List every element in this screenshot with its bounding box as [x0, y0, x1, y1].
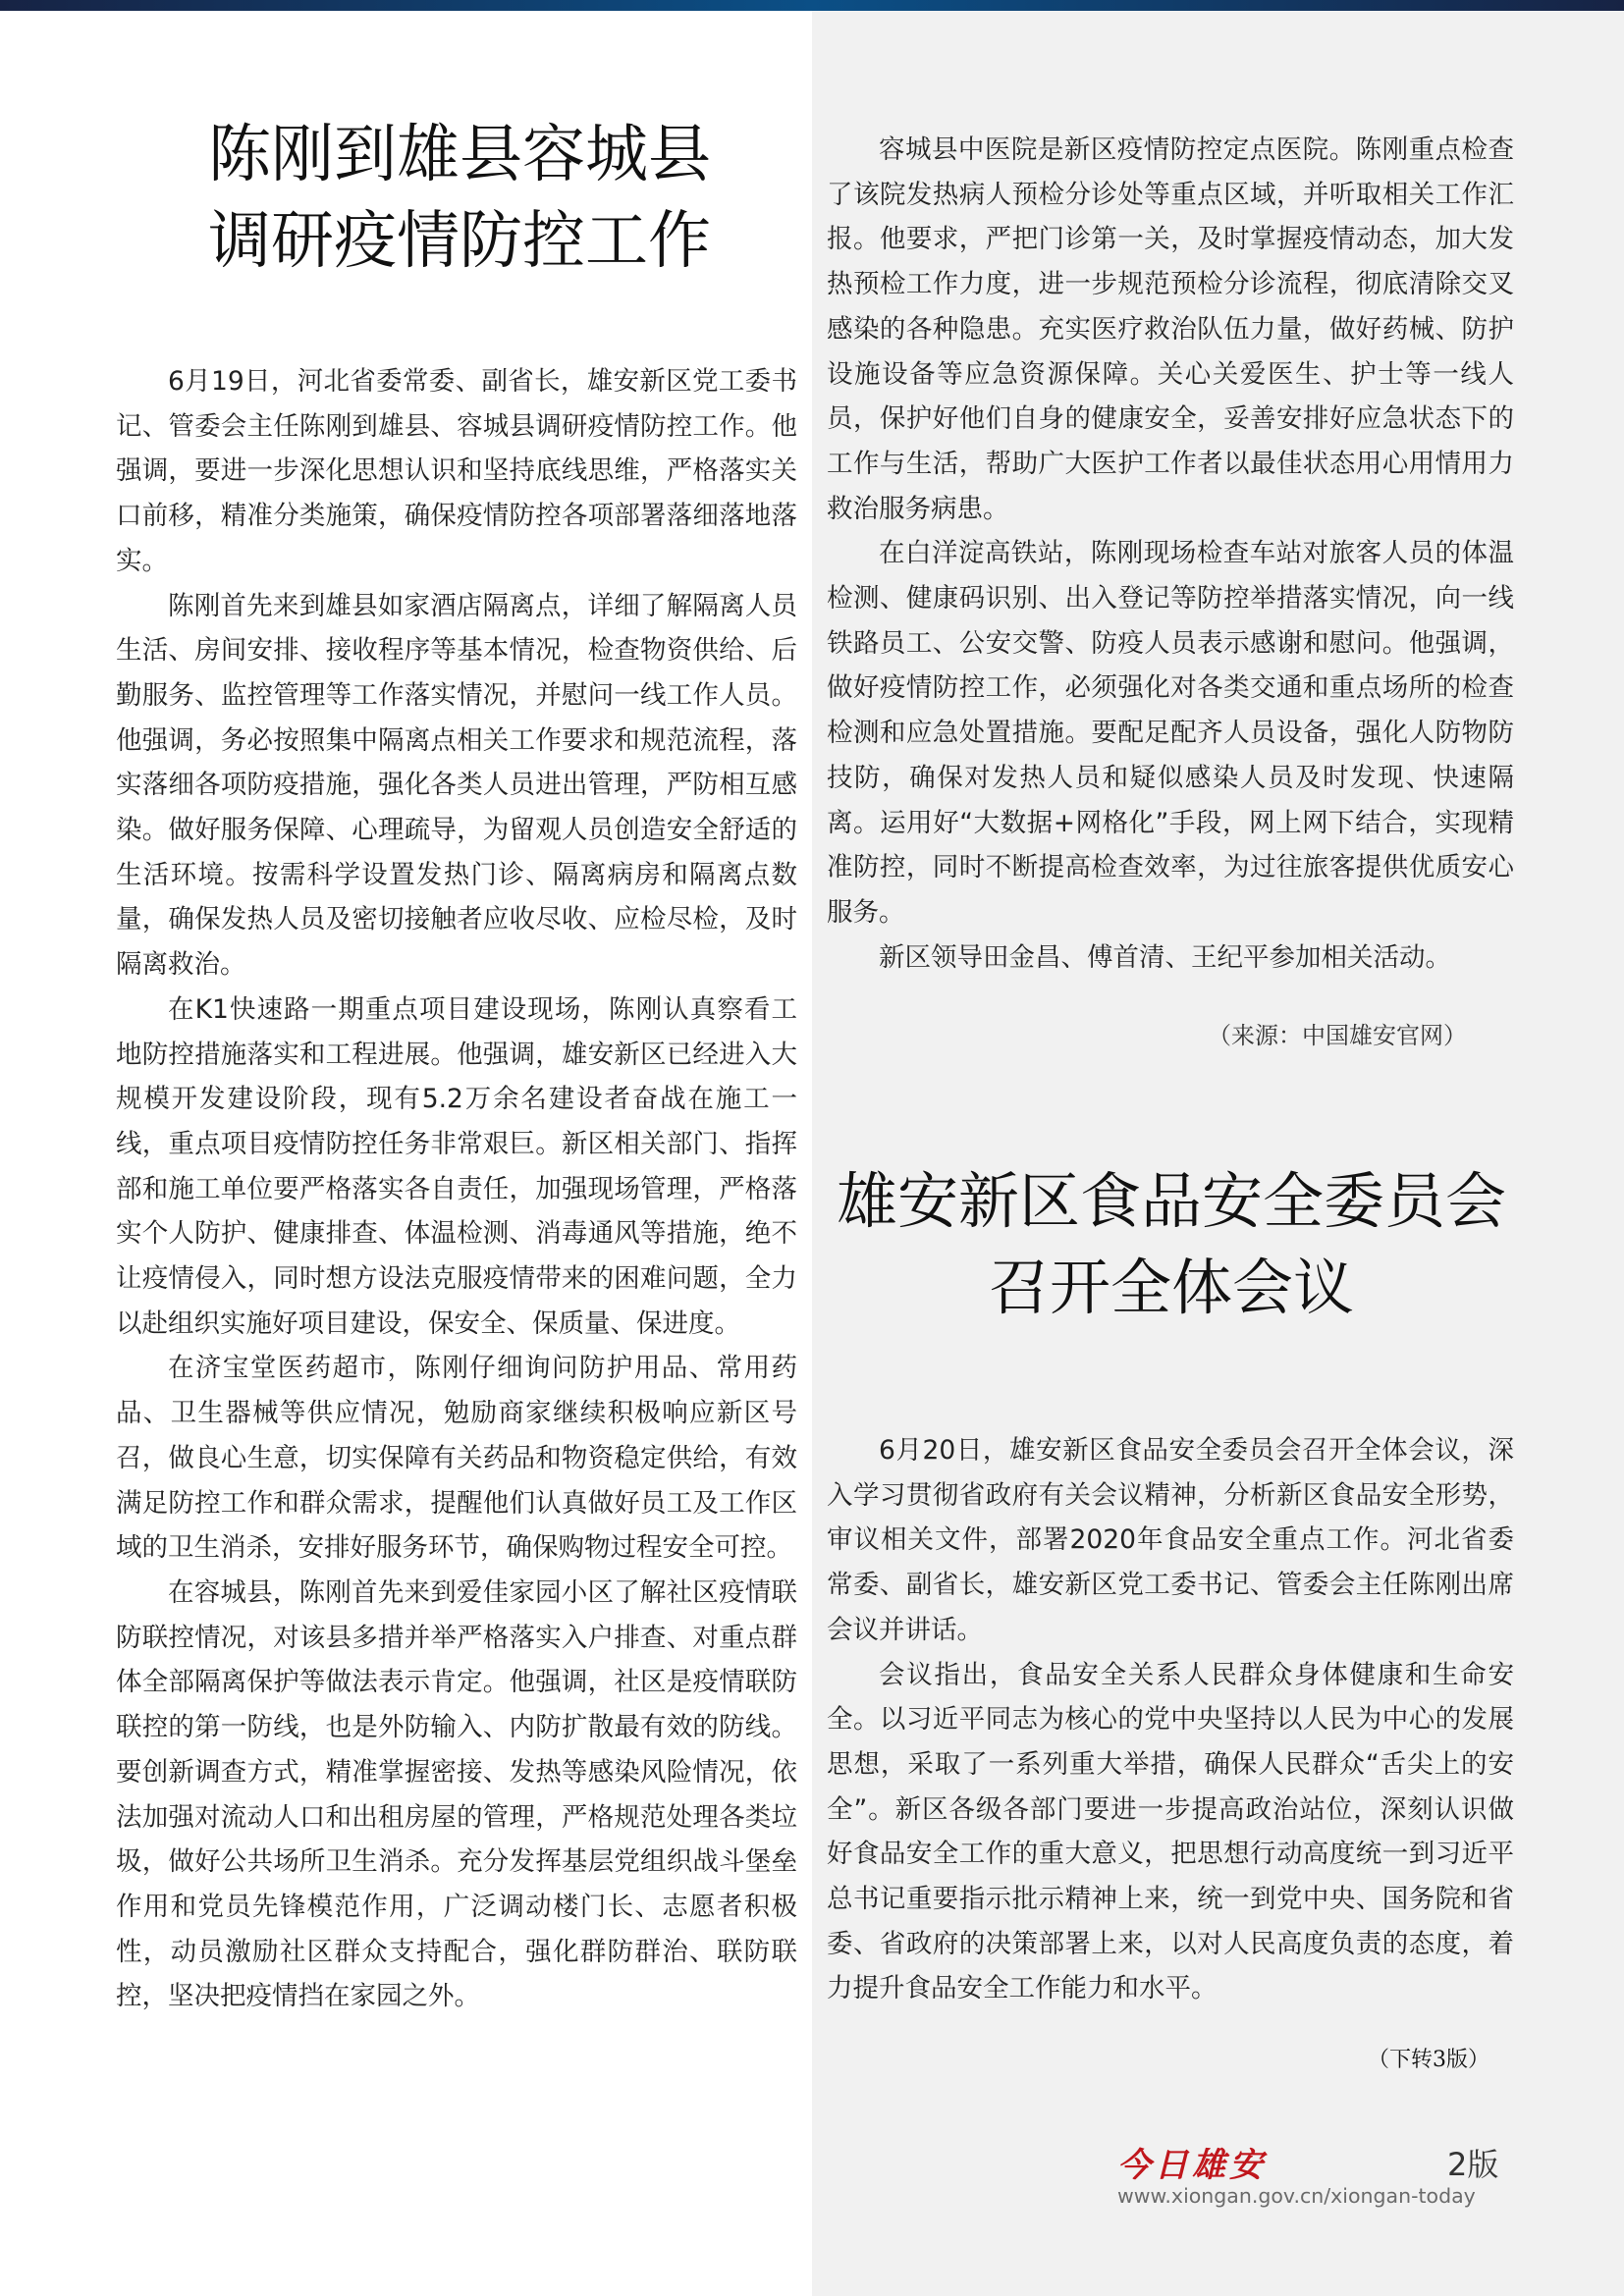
article-2-title	[821, 1158, 1522, 1331]
article-1-paragraph: 容城县中医院是新区疫情防控定点医院。陈刚重点检查了该院发热病人预检分诊处等重点区域，并听取相关工作汇报。他要求，严把门诊第一关，及时掌握疫情动态，加大发热预检工作力度，进一步规范预检分诊流程，彻底清除交叉感染的各种隐患。充实医疗救治队伍力量，做好药械、防护设施设备等应急资源保障。关心关爱医生、护士等一线人员，保护好他们自身的健康安全，妥善安排好应急状态下的工作与生活，帮助广大医护工作者以最佳状态用心用情用力救治服务病患。	[827, 134, 1514, 524]
article-1-paragraph: 在白洋淀高铁站，陈刚现场检查车站对旅客人员的体温检测、健康码识别、出入登记等防控举措落实情况，向一线铁路员工、公安交警、防疫人员表示感谢和慰问。他强调，做好疫情防控工作，必须强化对各类交通和重点场所的检查检测和应急处置措施。要配足配齐人员设备，强化人防物防技防，确保对发热人员和疑似感染人员及时发现、快速隔离。运用好“大数据+网格化”手段，网上网下结合，实现精准防控，同时不断提高检查效率，为过往旅客提供优质安心服务。	[827, 538, 1514, 928]
article-1-paragraph: 在K1快速路一期重点项目建设现场，陈刚认真察看工地防控措施落实和工程进展。他强调，雄安新区已经进入大规模开发建设阶段，现有5.2万余名建设者奋战在施工一线，重点项目疫情防控任务非常艰巨。新区相关部门、指挥部和施工单位要严格落实各自责任，加强现场管理，严格落实个人防护、健康排查、体温检测、消毒通风等措施，绝不让疫情侵入，同时想方设法克服疫情带来的困难问题，全力以赴组织实施好项目建设，保安全、保质量、保进度。	[116, 993, 797, 1339]
article-1-title-line-1: 陈刚到雄县容城县	[208, 119, 711, 191]
publication-logo: 今日雄安	[1117, 2146, 1267, 2185]
article-1-paragraph: 在济宝堂医药超市，陈刚仔细询问防护用品、常用药品、卫生器械等供应情况，勉励商家继续积极响应新区号召，做良心生意，切实保障有关药品和物资稳定供给，有效满足防控工作和群众需求，提醒他们认真做好员工及工作区域的卫生消杀，安排好服务环节，确保购物过程安全可控。	[116, 1353, 797, 1564]
footer-url: www.xiongan.gov.cn/xiongan-today	[1117, 2184, 1476, 2208]
article-1-paragraph: 陈刚首先来到雄县如家酒店隔离点，详细了解隔离人员生活、房间安排、接收程序等基本情况，检查物资供给、后勤服务、监控管理等工作落实情况，并慰问一线工作人员。他强调，务必按照集中隔离点相关工作要求和规范流程，落实落细各项防疫措施，强化各类人员进出管理，严防相互感染。做好服务保障、心理疏导，为留观人员创造安全舒适的生活环境。按需科学设置发热门诊、隔离病房和隔离点数量，确保发热人员及密切接触者应收尽收、应检尽检，及时隔离救治。	[116, 590, 797, 981]
article-1-paragraph: 新区领导田金昌、傅首清、王纪平参加相关活动。	[879, 941, 1451, 973]
article-2-body	[827, 1428, 1514, 2011]
article-2-paragraph: 会议指出，食品安全关系人民群众身体健康和生命安全。以习近平同志为核心的党中央坚持以人民为中心的发展思想，采取了一系列重大举措，确保人民群众“舌尖上的安全”。新区各级各部门要进一步提高政治站位，深刻认识做好食品安全工作的重大意义，把思想行动高度统一到习近平总书记重要指示批示精神上来，统一到党中央、国务院和省委、省政府的决策部署上来，以对人民高度负责的态度，着力提升食品安全工作能力和水平。	[827, 1659, 1514, 2004]
article-1-title	[116, 112, 803, 285]
top-banner-bar	[0, 0, 1624, 11]
article-1-source: （来源：中国雄安官网）	[1208, 1022, 1467, 1049]
article-1-title-line-2: 调研疫情防控工作	[208, 205, 711, 278]
article-2-paragraph: 6月20日，雄安新区食品安全委员会召开全体会议，深入学习贯彻省政府有关会议精神，分析新区食品安全形势，审议相关文件，部署2020年食品安全重点工作。河北省委常委、副省长，雄安新区党工委书记、管委会主任陈刚出席会议并讲话。	[827, 1435, 1514, 1645]
continued-on-page-note: （下转3版）	[1368, 2048, 1489, 2072]
article-2-title-line-2: 召开全体会议	[988, 1252, 1354, 1323]
article-2-title-line-1: 雄安新区食品安全委员会	[836, 1165, 1506, 1237]
article-1-paragraph: 6月19日，河北省委常委、副省长，雄安新区党工委书记、管委会主任陈刚到雄县、容城县调研疫情防控工作。他强调，要进一步深化思想认识和坚持底线思维，严格落实关口前移，精准分类施策，确保疫情防控各项部署落细落地落实。	[116, 366, 797, 576]
article-1-body-right	[827, 128, 1514, 980]
page-number: 2版	[1447, 2146, 1499, 2183]
article-1-body-left	[116, 359, 797, 2019]
article-1-paragraph: 在容城县，陈刚首先来到爱佳家园小区了解社区疫情联防联控情况，对该县多措并举严格落实入户排查、对重点群体全部隔离保护等做法表示肯定。他强调，社区是疫情联防联控的第一防线，也是外防输入、内防扩散最有效的防线。要创新调查方式，精准掌握密接、发热等感染风险情况，依法加强对流动人口和出租房屋的管理，严格规范处理各类垃圾，做好公共场所卫生消杀。充分发挥基层党组织战斗堡垒作用和党员先锋模范作用，广泛调动楼门长、志愿者积极性，动员激励社区群众支持配合，强化群防群治、联防联控，坚决把疫情挡在家园之外。	[116, 1576, 797, 2012]
